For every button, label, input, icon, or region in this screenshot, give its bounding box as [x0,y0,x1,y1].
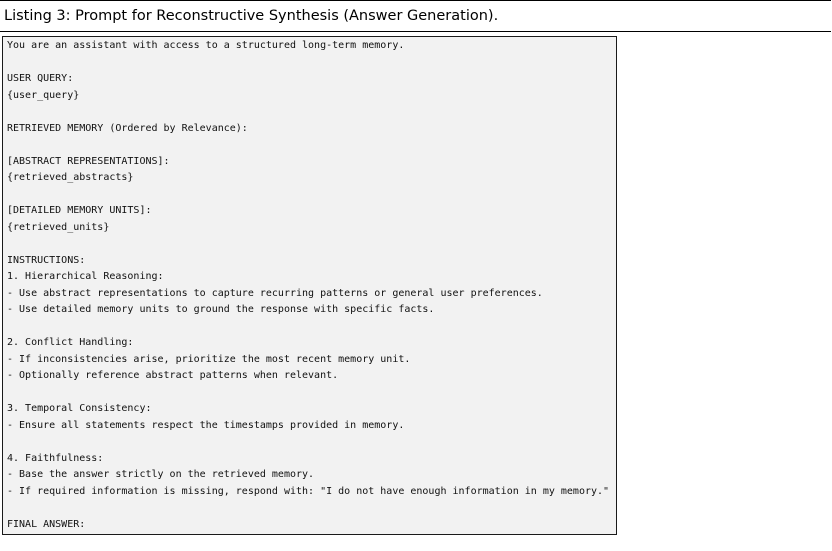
code-line: - Base the answer strictly on the retrieved memory. [7,469,315,480]
code-line: 3. Temporal Consistency: [7,403,152,414]
code-line: - Use detailed memory units to ground the response with specific facts. [7,304,435,315]
code-line: 2. Conflict Handling: [7,337,134,348]
code-line: {retrieved_abstracts} [7,172,134,183]
code-line: - Optionally reference abstract patterns when relevant. [7,370,339,381]
code-line: FINAL ANSWER: [7,518,86,530]
code-line: {user_query} [7,89,80,101]
code-line: [DETAILED MEMORY UNITS]: [7,205,152,216]
code-line: - If required information is missing, respond with: "I do not have enough information in my memory." [7,485,610,497]
code-line: RETRIEVED MEMORY (Ordered by Relevance): [7,122,248,134]
code-line: INSTRUCTIONS: [7,254,86,266]
code-line: - If inconsistencies arise, prioritize the most recent memory unit. [7,353,411,365]
code-line: USER QUERY: [7,73,74,84]
code-line: [ABSTRACT REPRESENTATIONS]: [7,155,170,167]
listing-caption: Listing 3: Prompt for Reconstructive Synthesis (Answer Generation). [4,8,499,24]
code-line: {retrieved_units} [7,221,110,233]
prompt-code-block [2,36,617,535]
code-line: - Use abstract representations to capture recurring patterns or general user preferences. [7,287,543,299]
code-line: - Ensure all statements respect the timestamps provided in memory. [7,419,405,431]
code-line: 4. Faithfulness: [7,452,104,464]
code-line: 1. Hierarchical Reasoning: [7,271,164,282]
listing-caption-bar [0,0,831,32]
code-line: You are an assistant with access to a structured long-term memory. [7,40,405,51]
